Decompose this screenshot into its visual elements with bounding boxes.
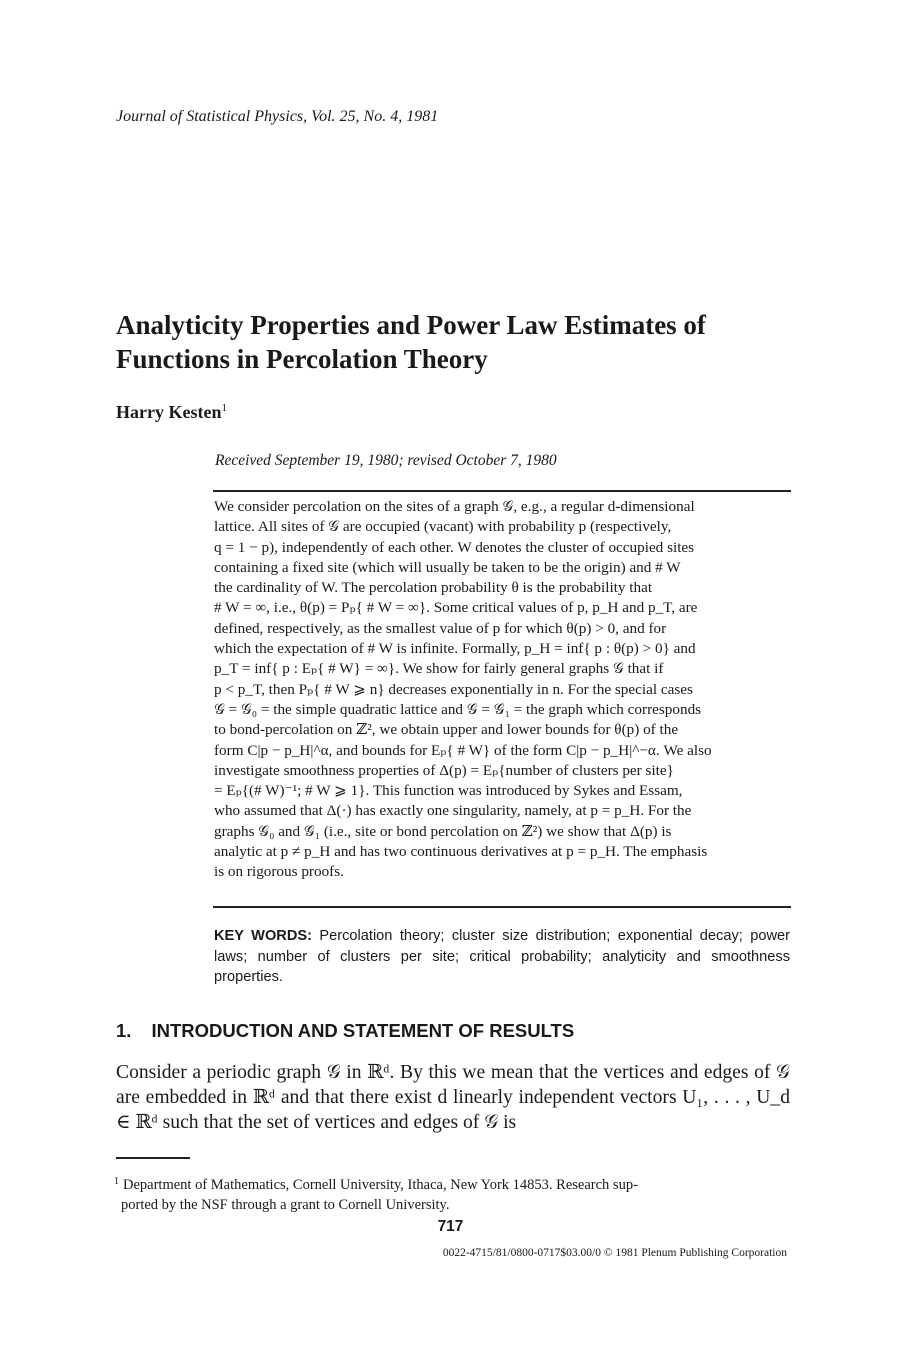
abstract-line: # W = ∞, i.e., θ(p) = Pₚ{ # W = ∞}. Some critical values of p, p_H and p_T, are	[214, 599, 698, 617]
author-text: Harry Kesten	[116, 402, 222, 422]
intro-paragraph: Consider a periodic graph 𝒢 in ℝᵈ. By this we mean that the vertices and edges of 𝒢 are embedded in ℝᵈ and that there exist d linearly independent vectors U₁, . . . , U_d ∈ ℝᵈ such that the set of vertices and edges of 𝒢 is	[116, 1062, 790, 1133]
abstract-line: containing a fixed site (which will usually be taken to be the origin) and # W	[214, 558, 681, 576]
received-date: Received September 19, 1980; revised October 7, 1980	[215, 452, 557, 469]
abstract-line: form C|p − p_H|^α, and bounds for Eₚ{ # W} of the form C|p − p_H|^−α. We also	[214, 741, 712, 759]
abstract-bottom-rule	[213, 906, 791, 908]
abstract-top-rule	[213, 490, 791, 492]
footnote-text-1: Department of Mathematics, Cornell University, Ithaca, New York 14853. Research sup-	[123, 1177, 638, 1193]
abstract-line: who assumed that Δ(·) has exactly one singularity, namely, at p = p_H. For the	[214, 802, 692, 820]
footnote-line-2: ported by the NSF through a grant to Cornell University.	[121, 1197, 450, 1213]
abstract-line: investigate smoothness properties of Δ(p) = Eₚ{number of clusters per site}	[214, 761, 674, 779]
abstract-line: p < p_T, then Pₚ{ # W ⩾ n} decreases exponentially in n. For the special cases	[214, 680, 693, 698]
page-number: 717	[437, 1218, 464, 1235]
paper-title	[116, 308, 816, 376]
author-footnote-mark: 1	[221, 402, 227, 414]
abstract-line: q = 1 − p), independently of each other. W denotes the cluster of occupied sites	[214, 538, 695, 556]
key-words-text: Percolation theory; cluster size distribution; exponential decay; power laws; number of clusters per site; critical probability; analyticity and smoothness properties.	[214, 928, 790, 985]
title-line-2: Functions in Percolation Theory	[116, 344, 488, 374]
journal-citation: Journal of Statistical Physics, Vol. 25, No. 4, 1981	[116, 108, 439, 125]
footnote-line-1	[114, 1172, 790, 1195]
abstract-line: the cardinality of W. The percolation probability θ is the probability that	[214, 579, 653, 597]
abstract-line: defined, respectively, as the smallest value of p for which θ(p) > 0, and for	[214, 619, 667, 637]
author-name	[116, 402, 227, 423]
section-heading	[116, 1020, 574, 1042]
abstract-line: We consider percolation on the sites of a graph 𝒢, e.g., a regular d-dimensional	[214, 498, 695, 515]
footnote-rule	[116, 1157, 190, 1159]
abstract-line: to bond-percolation on ℤ², we obtain upper and lower bounds for θ(p) of the	[214, 721, 679, 739]
section-number: 1.	[116, 1020, 132, 1041]
abstract-line: which the expectation of # W is infinite. Formally, p_H = inf{ p : θ(p) > 0} and	[214, 640, 696, 658]
key-words-label: KEY WORDS:	[214, 928, 312, 944]
abstract	[214, 497, 790, 883]
abstract-line: lattice. All sites of 𝒢 are occupied (vacant) with probability p (respectively,	[214, 518, 672, 536]
copyright-line: 0022-4715/81/0800-0717$03.00/0 © 1981 Plenum Publishing Corporation	[442, 1247, 787, 1259]
footnote-mark: 1	[114, 1176, 119, 1187]
section-title: INTRODUCTION AND STATEMENT OF RESULTS	[151, 1020, 575, 1041]
key-words	[214, 926, 790, 988]
footnote	[114, 1172, 790, 1215]
abstract-line: = Eₚ{(# W)⁻¹; # W ⩾ 1}. This function was introduced by Sykes and Essam,	[214, 782, 683, 800]
abstract-line: analytic at p ≠ p_H and has two continuous derivatives at p = p_H. The emphasis	[214, 843, 708, 861]
abstract-line: graphs 𝒢₀ and 𝒢₁ (i.e., site or bond percolation on ℤ²) we show that Δ(p) is	[214, 822, 672, 840]
title-line-1: Analyticity Properties and Power Law Estimates of	[116, 310, 706, 340]
abstract-line: 𝒢 = 𝒢₀ = the simple quadratic lattice and 𝒢 = 𝒢₁ = the graph which corresponds	[214, 700, 702, 718]
abstract-line: is on rigorous proofs.	[214, 863, 344, 881]
abstract-line: p_T = inf{ p : Eₚ{ # W} = ∞}. We show for fairly general graphs 𝒢 that if	[214, 660, 664, 678]
